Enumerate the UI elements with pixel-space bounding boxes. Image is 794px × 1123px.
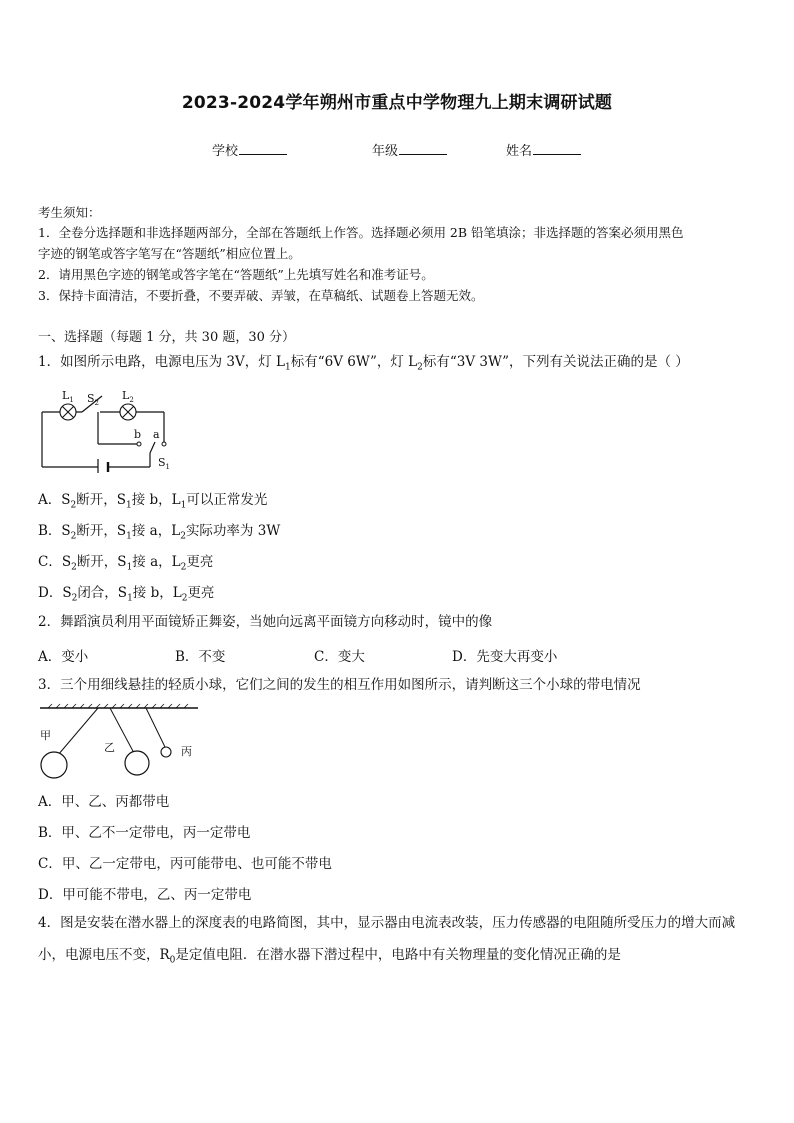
notice-heading: 考生须知：	[38, 205, 101, 220]
q1-option-b: B．$S_2$断开，$S_1$接 a，$L_2$实际功率为 3W	[38, 523, 281, 542]
q2-option-b: B．不变	[175, 649, 226, 665]
name-label: 姓名	[506, 144, 533, 159]
pendulum-balls-diagram	[38, 703, 203, 781]
lamp-l2-icon	[120, 404, 136, 420]
question-4-line-2: 小，电源电压不变，$R_0$是定值电阻．在潜水器下潜过程中，电路中有关物理量的变化情况正确的是	[38, 947, 621, 966]
q1-option-d: D．$S_2$闭合，$S_1$接 b，$L_2$更亮	[38, 585, 215, 604]
q3-option-a: A．甲、乙、丙都带电	[38, 794, 170, 810]
svg-text:甲: 甲	[40, 729, 51, 742]
school-label: 学校	[212, 144, 239, 159]
svg-text:b: b	[134, 428, 142, 441]
notice-item-1b: 字迹的钢笔或答字笔写在“答题纸”相应位置上。	[38, 246, 301, 261]
notice-item-1a: 1．全卷分选择题和非选择题两部分，全部在答题纸上作答。选择题必须用 2B 铅笔填涂；非选择题的答案必须用黑色	[38, 225, 684, 240]
notice-item-2: 2．请用黑色字迹的钢笔或答字笔在“答题纸”上先填写姓名和准考证号。	[38, 267, 434, 282]
ball-yi-icon	[125, 751, 149, 775]
page-title: 2023-2024学年朔州市重点中学物理九上期末调研试题	[181, 93, 613, 113]
q2-option-a: A．变小	[38, 649, 89, 665]
svg-text:L1: $L_1$	[62, 389, 74, 404]
svg-text:丙: 丙	[181, 745, 192, 758]
school-field	[212, 140, 287, 159]
section-title: 一、选择题（每题 1 分，共 30 题，30 分）	[38, 330, 296, 345]
ball-jia-icon	[41, 752, 67, 778]
question-2-stem: 2．舞蹈演员利用平面镜矫正舞姿，当她向远离平面镜方向移动时，镜中的像	[38, 614, 493, 630]
q1-option-a: A．$S_2$断开，$S_1$接 b，$L_1$可以正常发光	[38, 492, 268, 511]
name-field	[506, 140, 581, 159]
name-blank	[533, 142, 581, 155]
svg-text:L2: $L_2$	[122, 389, 134, 404]
svg-text:S1: $S_1$	[158, 456, 171, 471]
svg-text:S2: $S_2$	[87, 392, 100, 407]
svg-text:乙: 乙	[104, 741, 115, 754]
q3-option-d: D．甲可能不带电，乙、丙一定带电	[38, 887, 252, 903]
grade-blank	[399, 142, 447, 155]
q1-option-c: C．$S_2$断开，$S_1$接 a，$L_2$更亮	[38, 554, 214, 573]
battery-icon	[98, 459, 108, 473]
notice-item-3: 3．保持卡面清洁，不要折叠，不要弄破、弄皱，在草稿纸、试题卷上答题无效。	[38, 288, 484, 303]
question-1-stem: 1．如图所示电路，电源电压为 3V，灯 $L_1$标有“6V 6W”，灯 $L_2$标有“3V 3W”，下列有关说法正确的是（ ）	[38, 354, 689, 373]
ball-bing-icon	[161, 747, 171, 757]
question-3-stem: 3．三个用细线悬挂的轻质小球，它们之间的发生的相互作用如图所示，请判断这三个小球的带电情况	[38, 677, 641, 693]
contact-a-icon	[162, 442, 166, 446]
q2-option-c: C．变大	[314, 649, 365, 665]
q3-option-c: C．甲、乙一定带电，丙可能带电、也可能不带电	[38, 856, 332, 872]
question-4-line-1: 4．图是安装在潜水器上的深度表的电路简图，其中，显示器由电流表改装，压力传感器的电阻随所受压力的增大而减	[38, 915, 736, 931]
grade-label: 年级	[372, 144, 399, 159]
q3-option-b: B．甲、乙不一定带电，丙一定带电	[38, 825, 251, 841]
q2-option-d: D．先变大再变小	[452, 649, 558, 665]
circuit-diagram	[38, 378, 188, 473]
svg-text:a: a	[153, 428, 160, 441]
contact-b-icon	[137, 442, 141, 446]
school-blank	[239, 142, 287, 155]
lamp-l1-icon	[60, 404, 76, 420]
grade-field	[372, 140, 447, 159]
